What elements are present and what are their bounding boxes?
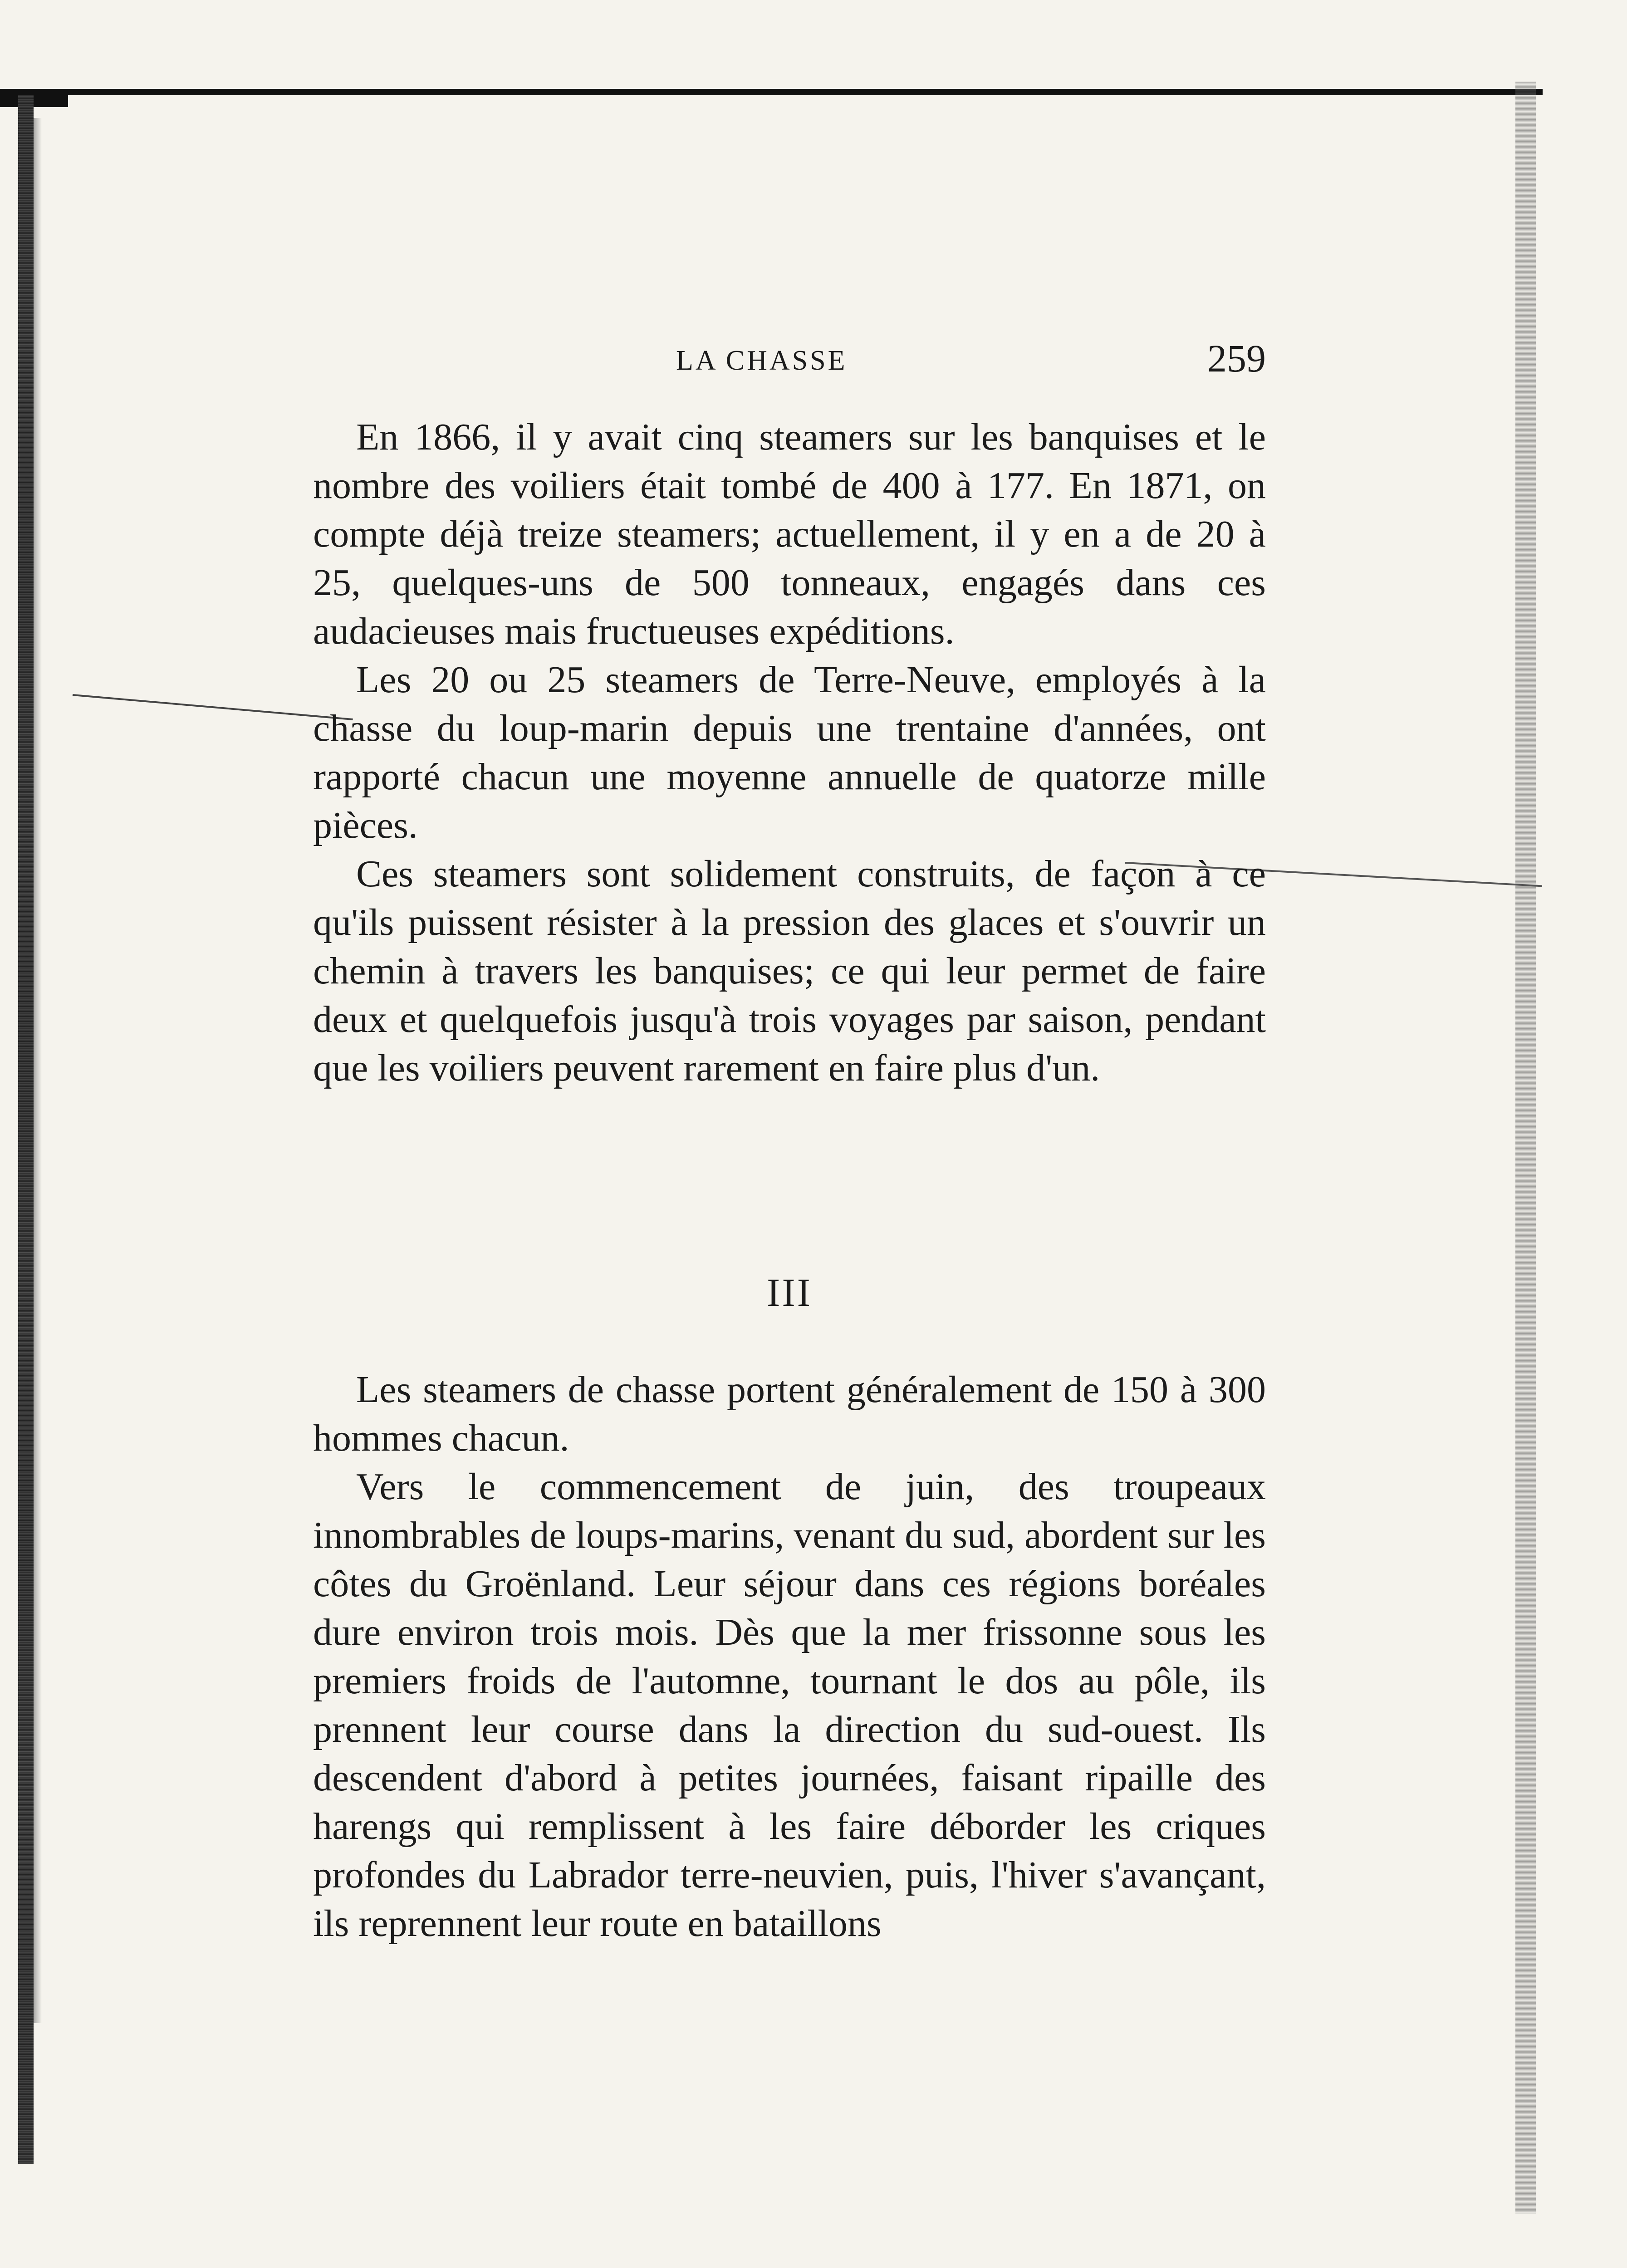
- running-head: LA CHASSE: [676, 345, 848, 376]
- page-header: [313, 336, 1266, 381]
- text-block-before-section: [313, 413, 1266, 1092]
- page-number: 259: [1207, 337, 1266, 380]
- paragraph: Vers le commencement de juin, des troupeaux innombrables de loups-marins, venant du sud, abordent sur les côtes du Groënland. Leur séjour dans ces régions boréales dure environ trois mois. Dès que la mer frissonne sous les premiers froids de l'automne, tournant le dos au pôle, ils prennent leur course dans la direction du sud-ouest. Ils descendent d'abord à petites journées, faisant ripaille des harengs qui remplissent à les faire déborder les criques profondes du Labrador terre-neuvien, puis, l'hiver s'avançant, ils reprennent leur route en bataillons: [313, 1466, 1266, 1945]
- scan-top-border: [0, 89, 1543, 95]
- paragraph: Les 20 ou 25 steamers de Terre-Neuve, employés à la chasse du loup-marin depuis une trentaine d'années, ont rapporté chacun une moyenne annuelle de quatorze mille pièces.: [313, 659, 1266, 846]
- text-block-after-section: [313, 1365, 1266, 1948]
- paragraph: Ces steamers sont solidement construits, de façon à ce qu'ils puissent résister à la pression des glaces et s'ouvrir un chemin à travers les banquises; ce qui leur permet de faire deux et quelquefois jusqu'à trois voyages par saison, pendant que les voiliers peuvent rarement en faire plus d'un.: [313, 853, 1266, 1089]
- paragraph: Les steamers de chasse portent généralement de 150 à 300 hommes chacun.: [313, 1369, 1266, 1459]
- scan-right-edge: [1515, 82, 1536, 2214]
- scan-stray-mark-left: [73, 694, 353, 720]
- scan-left-shadow: [34, 118, 42, 2023]
- section-heading: III: [767, 1271, 812, 1315]
- paragraph: En 1866, il y avait cinq steamers sur les banquises et le nombre des voiliers était tombé de 400 à 177. En 1871, on compte déjà treize steamers; actuellement, il y en a de 20 à 25, quelques-uns de 500 tonneaux, engagés dans ces audacieuses mais fructueuses expéditions.: [313, 416, 1266, 652]
- scan-left-binding-edge: [18, 95, 34, 2164]
- scan-top-corner: [0, 89, 68, 107]
